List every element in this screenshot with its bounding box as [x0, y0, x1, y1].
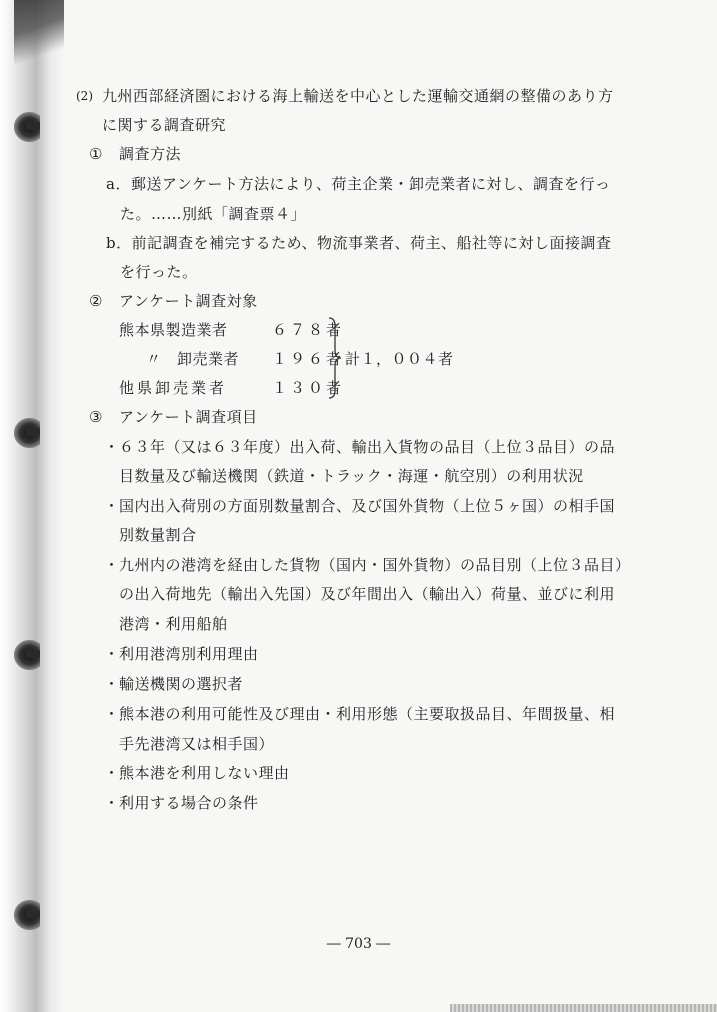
survey-item-line: 利用港湾別利用理由	[119, 645, 259, 663]
survey-target-count: １９６者	[272, 350, 345, 368]
section1-item-a-line2: た。……別紙「調査票４」	[120, 205, 307, 223]
survey-item-line: 輸送機関の選択者	[119, 675, 244, 693]
survey-item-line: 別数量割合	[119, 526, 197, 544]
section2-number: ②	[89, 292, 103, 310]
bullet: ・	[104, 497, 120, 515]
survey-target-count: ６７８者	[272, 321, 345, 339]
binder-ring	[14, 640, 40, 670]
survey-item-line: ６３年（又は６３年度）出入荷、輸出入貨物の品目（上位３品目）の品	[119, 438, 616, 456]
binder-ring	[14, 900, 40, 930]
bullet: ・	[104, 705, 120, 723]
survey-item-line: 熊本港を利用しない理由	[119, 764, 290, 782]
bullet: ・	[104, 438, 120, 456]
survey-item-line: 利用する場合の条件	[119, 794, 259, 812]
section2-title: アンケート調査対象	[119, 292, 258, 310]
section1-title: 調査方法	[119, 145, 182, 163]
bullet: ・	[104, 645, 120, 663]
survey-target-label: 熊本県製造業者	[119, 321, 228, 339]
binder-ring	[14, 418, 40, 448]
survey-item-line: 目数量及び輸送機関（鉄道・トラック・海運・航空別）の利用状況	[119, 467, 584, 485]
heading-title-line1: 九州西部経済圏における海上輸送を中心とした運輸交通網の整備のあり方	[102, 87, 614, 105]
right-brace	[327, 316, 343, 400]
survey-target-total: 計１，００４者	[345, 350, 454, 368]
binder-ring	[14, 112, 40, 142]
survey-item-line: 手先港湾又は相手国）	[119, 735, 275, 753]
binding-shadow	[14, 0, 64, 70]
binding-spine	[0, 0, 64, 1012]
survey-target-label: 〃 卸売業者	[146, 350, 240, 368]
section3-number: ③	[89, 408, 103, 426]
survey-item-line: 国内出入荷別の方面別数量割合、及び国外貨物（上位５ヶ国）の相手国	[119, 497, 616, 515]
survey-item-line: 熊本港の利用可能性及び理由・利用形態（主要取扱品目、年間扱量、相	[119, 705, 616, 723]
section1-item-b-line2: を行った。	[120, 263, 198, 281]
section1-item-b-line1: b．前記調査を補完するため、物流事業者、荷主、船社等に対し面接調査	[106, 234, 612, 252]
survey-item-line: 九州内の港湾を経由した貨物（国内・国外貨物）の品目別（上位３品目）	[119, 556, 631, 574]
heading-title-line2: に関する調査研究	[102, 116, 227, 134]
survey-item-line: 港湾・利用船舶	[119, 615, 228, 633]
survey-target-label: 他県卸売業者	[119, 379, 228, 397]
survey-target-count: １３０者	[272, 379, 345, 397]
bullet: ・	[104, 764, 120, 782]
survey-item-line: の出入荷地先（輸出入先国）及び年間出入（輸出入）荷量、並びに利用	[119, 585, 616, 603]
bullet: ・	[104, 794, 120, 812]
bullet: ・	[104, 675, 120, 693]
heading-number: (2)	[76, 89, 93, 103]
section3-title: アンケート調査項目	[119, 408, 258, 426]
bullet: ・	[104, 556, 120, 574]
section1-item-a-line1: a．郵送アンケート方法により、荷主企業・卸売業者に対し、調査を行っ	[106, 175, 611, 193]
section1-number: ①	[89, 145, 103, 163]
page-number: ― 703 ―	[326, 936, 391, 952]
page-edge	[450, 1004, 717, 1012]
